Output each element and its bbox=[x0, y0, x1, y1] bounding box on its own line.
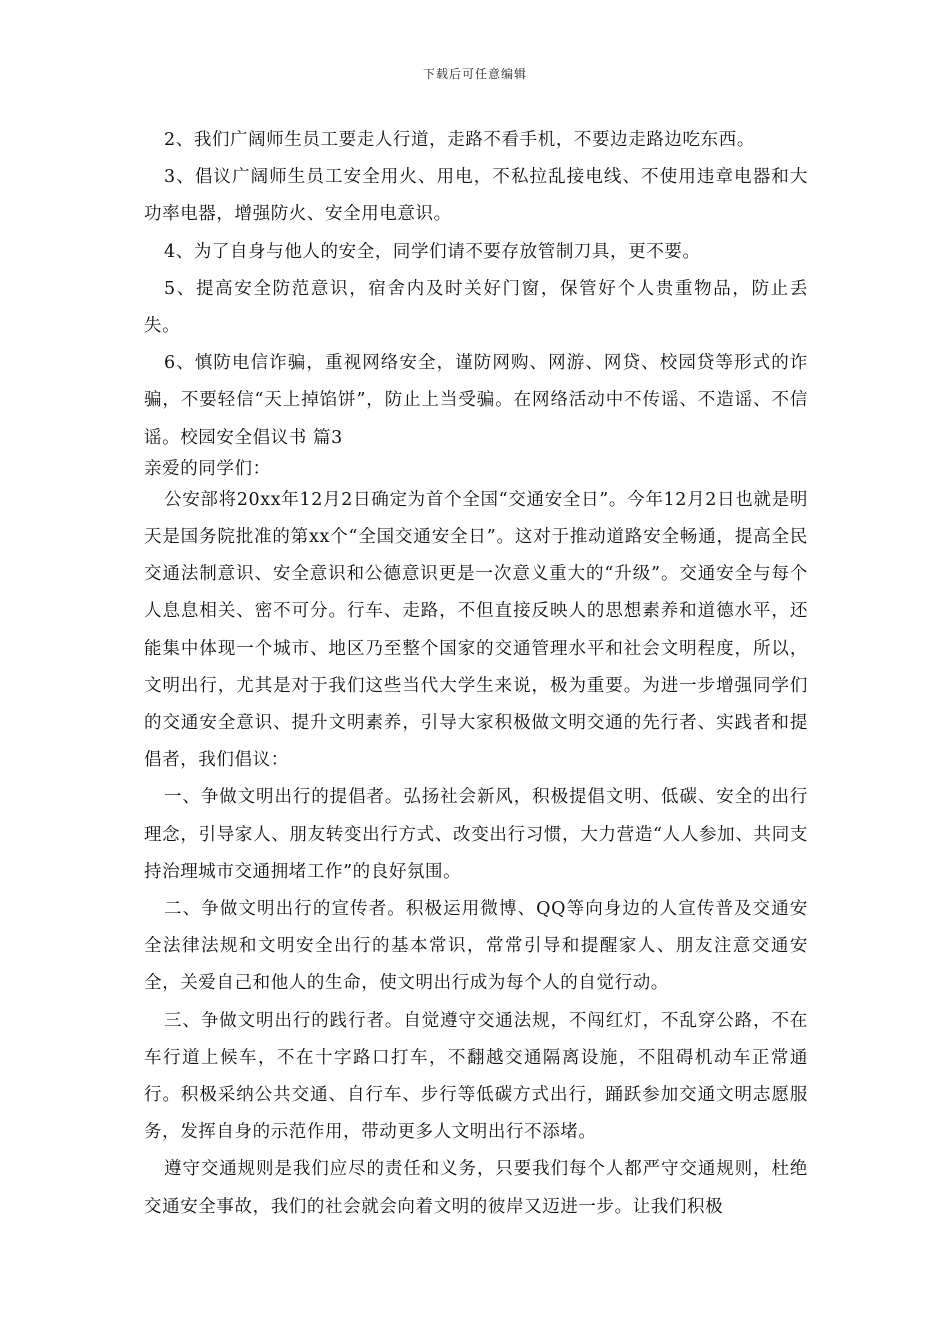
paragraph-item-5: 5、提高安全防范意识，宿舍内及时关好门窗，保管好个人贵重物品，防止丢失。 bbox=[144, 278, 808, 337]
closing-paragraph: 遵守交通规则是我们应尽的责任和义务，只要我们每个人都严守交通规则，杜绝交通安全事故，我们的社会就会向着文明的彼岸又迈进一步。让我们积极 bbox=[144, 1159, 808, 1217]
page-header: 下载后可任意编辑 bbox=[422, 67, 527, 81]
paragraph-item-2: 2、我们广阔师生员工要走人行道，走路不看手机，不要边走路边吃东西。 bbox=[164, 130, 755, 150]
proposal-three: 三、争做文明出行的践行者。自觉遵守交通法规，不闯红灯，不乱穿公路，不在车行道上候车，不在十字路口打车，不翻越交通隔离设施，不阻碍机动车正常通行。积极采纳公共交通、自行车、步行等低碳方式出行，踊跃参加交通文明志愿服务，发挥自身的示范作用，带动更多人文明出行不添堵。 bbox=[144, 1010, 808, 1143]
paragraph-item-6: 6、慎防电信诈骗，重视网络安全，谨防网购、网游、网贷、校园贷等形式的诈骗，不要轻信“天上掉馅饼”，防止上当受骗。在网络活动中不传谣、不造谣、不信谣。校园安全倡议书 篇3 bbox=[144, 353, 808, 448]
intro-paragraph: 公安部将20xx年12月2日确定为首个全国“交通安全日”。今年12月2日也就是明天是国务院批准的第xx个“全国交通安全日”。这对于推动道路安全畅通，提高全民交通法制意识、安全意识和公德意识更是一次意义重大的“升级”。交通安全与每个人息息相关、密不可分。行车、走路，不但直接反映人的思想素养和道德水平，还能集中体现一个城市、地区乃至整个国家的交通管理水平和社会文明程度，所以，文明出行，尤其是对于我们这些当代大学生来说，极为重要。为进一步增强同学们的交通安全意识、提升文明素养，引导大家积极做文明交通的先行者、实践者和提倡者，我们倡议： bbox=[144, 489, 808, 771]
salutation: 亲爱的同学们： bbox=[144, 458, 271, 479]
proposal-two: 二、争做文明出行的宣传者。积极运用微博、QQ等向身边的人宣传普及交通安全法律法规和文明安全出行的基本常识，常常引导和提醒家人、朋友注意交通安全，关爱自己和他人的生命，使文明出行成为每个人的自觉行动。 bbox=[144, 899, 808, 994]
proposal-one: 一、争做文明出行的提倡者。弘扬社会新风，积极提倡文明、低碳、安全的出行理念，引导家人、朋友转变出行方式、改变出行习惯，大力营造“人人参加、共同支持治理城市交通拥堵工作”的良好氛围。 bbox=[144, 787, 808, 882]
paragraph-item-4: 4、为了自身与他人的安全，同学们请不要存放管制刀具，更不要。 bbox=[164, 241, 701, 262]
paragraph-item-3: 3、倡议广阔师生员工安全用火、用电，不私拉乱接电线、不使用违章电器和大功率电器，增强防火、安全用电意识。 bbox=[144, 167, 808, 225]
document-body bbox=[144, 122, 808, 1226]
